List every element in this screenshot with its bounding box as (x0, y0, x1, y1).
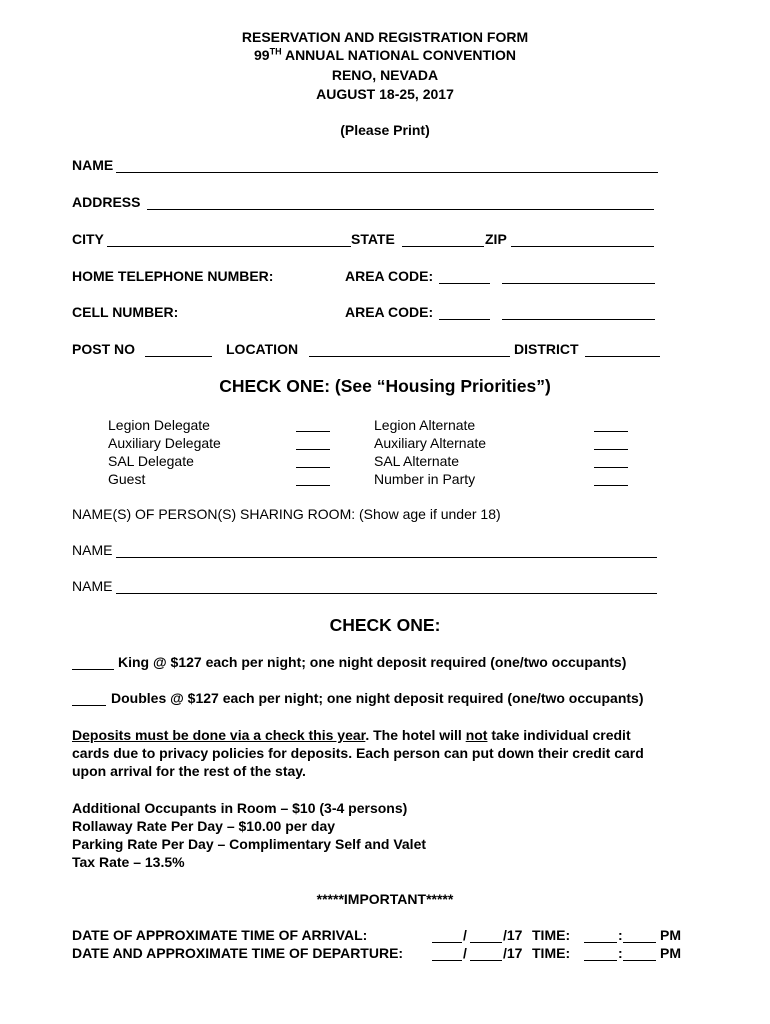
zip-label: ZIP (485, 231, 507, 247)
rate-tax: Tax Rate – 13.5% (72, 854, 185, 870)
post-no-label: POST NO (72, 341, 136, 357)
deposit-line-1 (72, 727, 631, 743)
auxiliary-delegate-blank[interactable] (296, 449, 330, 450)
category-number-in-party: Number in Party (374, 471, 476, 487)
arrival-pm: PM (660, 927, 681, 943)
departure-day-field[interactable] (470, 960, 502, 961)
state-field[interactable] (402, 246, 484, 247)
deposit-text-b: take individual credit (487, 727, 631, 743)
please-print: (Please Print) (340, 122, 430, 138)
deposit-check-notice: Deposits must be done via a check this year (72, 727, 366, 743)
guest-blank[interactable] (296, 485, 330, 486)
cell-area-code-field[interactable] (439, 319, 490, 320)
departure-pm: PM (660, 945, 681, 961)
departure-year: /17 (503, 945, 523, 961)
category-legion-delegate: Legion Delegate (108, 417, 210, 433)
cell-label: CELL NUMBER: (72, 304, 179, 320)
check-one-heading: CHECK ONE: (329, 615, 441, 635)
category-sal-delegate: SAL Delegate (108, 453, 194, 469)
sal-alternate-blank[interactable] (594, 467, 628, 468)
check-one-housing-heading: CHECK ONE: (See “Housing Priorities”) (219, 376, 551, 396)
arrival-colon: : (618, 927, 623, 943)
sal-delegate-blank[interactable] (296, 467, 330, 468)
deposit-not: not (465, 727, 488, 743)
zip-field[interactable] (511, 246, 654, 247)
king-option: King @ $127 each per night; one night deposit required (one/two occupants) (118, 654, 627, 670)
deposit-line-3: upon arrival for the rest of the stay. (72, 763, 306, 779)
sharing-name-2-field[interactable] (116, 593, 657, 594)
convention-name: ANNUAL NATIONAL CONVENTION (281, 47, 516, 63)
convention-title (0, 47, 770, 63)
legion-alternate-blank[interactable] (594, 431, 628, 432)
name-field[interactable] (116, 172, 658, 173)
important-notice: *****IMPORTANT***** (316, 891, 454, 907)
city-label: CITY (72, 231, 104, 247)
departure-slash: / (463, 945, 467, 961)
rate-parking: Parking Rate Per Day – Complimentary Self and Valet (72, 836, 427, 852)
location-title: RENO, NEVADA (331, 67, 439, 83)
deposit-text-a: . The hotel will (365, 727, 466, 743)
state-label: STATE (351, 231, 395, 247)
departure-colon: : (618, 945, 623, 961)
category-legion-alternate: Legion Alternate (374, 417, 476, 433)
departure-month-field[interactable] (432, 960, 462, 961)
doubles-blank[interactable] (72, 705, 106, 706)
sharing-room-label: NAME(S) OF PERSON(S) SHARING ROOM: (Show age if under 18) (72, 506, 501, 522)
district-label: DISTRICT (514, 341, 579, 357)
home-phone-label: HOME TELEPHONE NUMBER: (72, 268, 274, 284)
arrival-hour-field[interactable] (584, 942, 617, 943)
cell-area-code-label: AREA CODE: (345, 304, 434, 320)
cell-phone-field[interactable] (502, 319, 655, 320)
home-phone-field[interactable] (502, 283, 655, 284)
name-label: NAME (72, 157, 114, 173)
date-title: AUGUST 18-25, 2017 (316, 86, 454, 102)
ordinal-suffix: TH (269, 46, 282, 57)
ordinal-number: 99 (254, 47, 270, 63)
auxiliary-alternate-blank[interactable] (594, 449, 628, 450)
post-no-field[interactable] (145, 356, 212, 357)
location-label: LOCATION (226, 341, 299, 357)
address-label: ADDRESS (72, 194, 141, 210)
arrival-month-field[interactable] (432, 942, 462, 943)
category-auxiliary-delegate: Auxiliary Delegate (108, 435, 221, 451)
sharing-name-2-label: NAME (72, 578, 113, 594)
deposit-line-2: cards due to privacy policies for deposits. Each person can put down their credit card (72, 745, 644, 761)
sharing-name-1-label: NAME (72, 542, 113, 558)
sharing-name-1-field[interactable] (116, 557, 657, 558)
king-blank[interactable] (72, 669, 114, 670)
category-sal-alternate: SAL Alternate (374, 453, 460, 469)
category-auxiliary-alternate: Auxiliary Alternate (374, 435, 487, 451)
number-in-party-blank[interactable] (594, 485, 628, 486)
departure-time-label: TIME: (532, 945, 571, 961)
departure-label: DATE AND APPROXIMATE TIME OF DEPARTURE: (72, 945, 404, 961)
home-area-code-field[interactable] (439, 283, 490, 284)
location-field[interactable] (309, 356, 510, 357)
departure-minute-field[interactable] (623, 960, 656, 961)
category-guest: Guest (108, 471, 146, 487)
rate-rollaway: Rollaway Rate Per Day – $10.00 per day (72, 818, 336, 834)
departure-hour-field[interactable] (584, 960, 617, 961)
arrival-day-field[interactable] (470, 942, 502, 943)
legion-delegate-blank[interactable] (296, 431, 330, 432)
address-field[interactable] (147, 209, 654, 210)
arrival-slash: / (463, 927, 467, 943)
arrival-minute-field[interactable] (623, 942, 656, 943)
rate-additional-occupants: Additional Occupants in Room – $10 (3-4 persons) (72, 800, 408, 816)
arrival-label: DATE OF APPROXIMATE TIME OF ARRIVAL: (72, 927, 368, 943)
city-field[interactable] (107, 246, 351, 247)
arrival-year: /17 (503, 927, 523, 943)
arrival-time-label: TIME: (532, 927, 571, 943)
home-area-code-label: AREA CODE: (345, 268, 434, 284)
district-field[interactable] (585, 356, 660, 357)
doubles-option: Doubles @ $127 each per night; one night deposit required (one/two occupants) (111, 690, 644, 706)
form-title: RESERVATION AND REGISTRATION FORM (241, 29, 529, 45)
